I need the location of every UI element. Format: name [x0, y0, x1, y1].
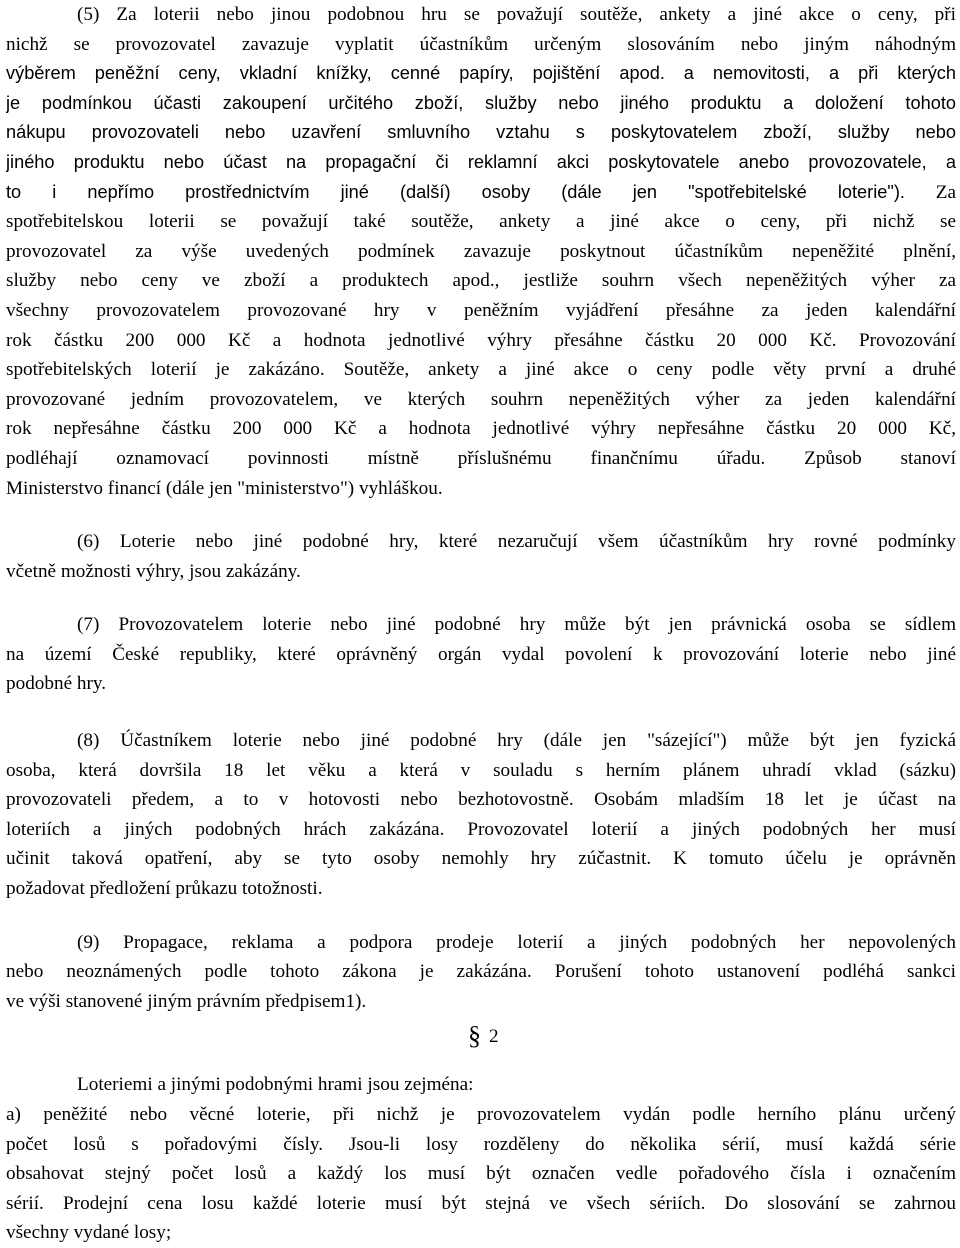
text-line: učinit taková opatření, aby se tyto osoby nemohly hry zúčastnit. K tomuto účelu je oprávněn: [6, 848, 956, 870]
text-line: obsahovat stejný počet losů a každý los musí být označen vedle pořadového čísla i označením: [6, 1163, 956, 1185]
text-line: (7) Provozovatelem loterie nebo jiné podobné hry může být jen právnická osoba se sídlem: [77, 614, 956, 636]
text-line: podléhají oznamovací povinnosti místně příslušnému finančnímu úřadu. Způsob stanoví: [6, 447, 956, 469]
text-line: požadovat předložení průkazu totožnosti.: [6, 878, 323, 900]
text-line: (6) Loterie nebo jiné podobné hry, které nezaručují všem účastníkům hry rovné podmínky: [77, 531, 956, 553]
text-line: loteriích a jiných podobných hrách zakázána. Provozovatel loterií a jiných podobných her musí: [6, 818, 956, 840]
text-segment: výběrem peněžní ceny, vkladní knížky, cenné papíry, pojištění apod.: [6, 63, 665, 84]
text-line: [6, 355, 956, 385]
text-line: včetně možnosti výhry, jsou zakázány.: [6, 560, 301, 582]
text-line: provozovatel za výše uvedených podmínek zavazuje poskytnout účastníkům nepeněžité plnění,: [6, 240, 956, 262]
text-line: nákupu provozovateli nebo uzavření smluvního vztahu s poskytovatelem zboží, služby nebo: [6, 122, 956, 143]
text-line: Ministerstvo financí (dále jen "ministerstvo") vyhláškou.: [6, 477, 443, 499]
section-number: 2: [489, 1026, 499, 1048]
section-heading: [6, 1020, 956, 1052]
text-line: je podmínkou účasti zakoupení určitého zboží, služby nebo jiného produktu a doložení tohoto: [6, 92, 956, 113]
text-line: všechny vydané losy;: [6, 1222, 172, 1244]
text-line: (5) Za loterii nebo jinou podobnou hru se považují soutěže, ankety a jiné akce o ceny, při: [77, 4, 956, 25]
text-line: všechny provozovatelem provozované hry v peněžním vyjádření přesáhne za jeden kalendářní: [6, 299, 956, 321]
text-line: spotřebitelskou loterii se považují také soutěže, ankety a jiné akce o ceny, při nichž se: [6, 211, 956, 233]
text-line: jiného produktu nebo účast na propagační či reklamní akci poskytovatele anebo provozovatele, a: [6, 151, 956, 172]
text-line: ve výši stanovené jiným právním předpisem1).: [6, 990, 367, 1012]
paragraph-8: [6, 726, 956, 904]
text-segment: , jestliže souhrn všech nepeněžitých výher za: [494, 270, 956, 292]
text-line: (8) Účastníkem loterie nebo jiné podobné hry (dále jen "sázející") může být jen fyzická: [77, 730, 956, 752]
section-intro: Loteriemi a jinými podobnými hrami jsou zejména:: [77, 1074, 474, 1096]
text-segment: spotřebitelských loterií je zakázáno.: [6, 359, 325, 381]
text-line: [6, 266, 956, 296]
text-line: nebo neoznámených podle tohoto zákona je zakázána. Porušení tohoto ustanovení podléhá sankci: [6, 961, 956, 983]
text-line: počet losů s pořadovými čísly. Jsou-li losy rozděleny do několika sérií, musí každá série: [6, 1133, 956, 1155]
text-segment: služby nebo ceny ve zboží a produktech apod.: [6, 270, 495, 292]
paragraph-7: [6, 610, 956, 699]
section-2-body: [6, 1070, 956, 1248]
text-segment: Za: [935, 181, 956, 203]
text-line: provozované jedním provozovatelem, ve kterých souhrn nepeněžitých výher za jeden kalendářní: [6, 388, 956, 410]
text-line: rok částku 200 000 Kč a hodnota jednotlivé výhry přesáhne částku 20 000 Kč. Provozování: [6, 329, 956, 351]
text-segment: Soutěže, ankety a jiné akce o ceny podle věty první a druhé: [343, 359, 956, 381]
text-segment: to i nepřímo prostřednictvím jiné (další) osoby (dále jen "spotřebitelské loterie").: [6, 181, 905, 202]
text-line: rok nepřesáhne částku 200 000 Kč a hodnota jednotlivé výhry nepřesáhne částku 20 000 Kč,: [6, 418, 956, 440]
text-line: (9) Propagace, reklama a podpora prodeje loterií a jiných podobných her nepovolených: [77, 931, 956, 953]
text-line: provozovateli předem, a to v hotovosti nebo bezhotovostně. Osobám mladším 18 let je účast na: [6, 789, 956, 811]
text-line: na území České republiky, které oprávněný orgán vydal povolení k provozování loterie nebo jiné: [6, 643, 956, 665]
paragraph-9: [6, 928, 956, 1017]
text-segment: a nemovitosti, a při kterých: [683, 63, 956, 84]
paragraph-5: [6, 0, 956, 503]
text-line: [6, 178, 956, 208]
text-line: sérií. Prodejní cena losu každé loterie musí být stejná ve všech sériích. Do slosování se zahrnou: [6, 1192, 956, 1214]
text-line: [6, 59, 956, 89]
text-line: podobné hry.: [6, 673, 107, 695]
text-line: a) peněžité nebo věcné loterie, při nichž je provozovatelem vydán podle herního plánu určený: [6, 1104, 956, 1125]
paragraph-6: [6, 527, 956, 586]
document-page: [6, 0, 956, 1248]
text-line: osoba, která dovršila 18 let věku a která v souladu s herním plánem uhradí vklad (sázku): [6, 759, 956, 781]
section-symbol: §: [468, 1021, 481, 1051]
list-item-a: [6, 1100, 956, 1248]
text-line: nichž se provozovatel zavazuje vyplatit účastníkům určeným slosováním nebo jiným náhodným: [6, 33, 956, 55]
